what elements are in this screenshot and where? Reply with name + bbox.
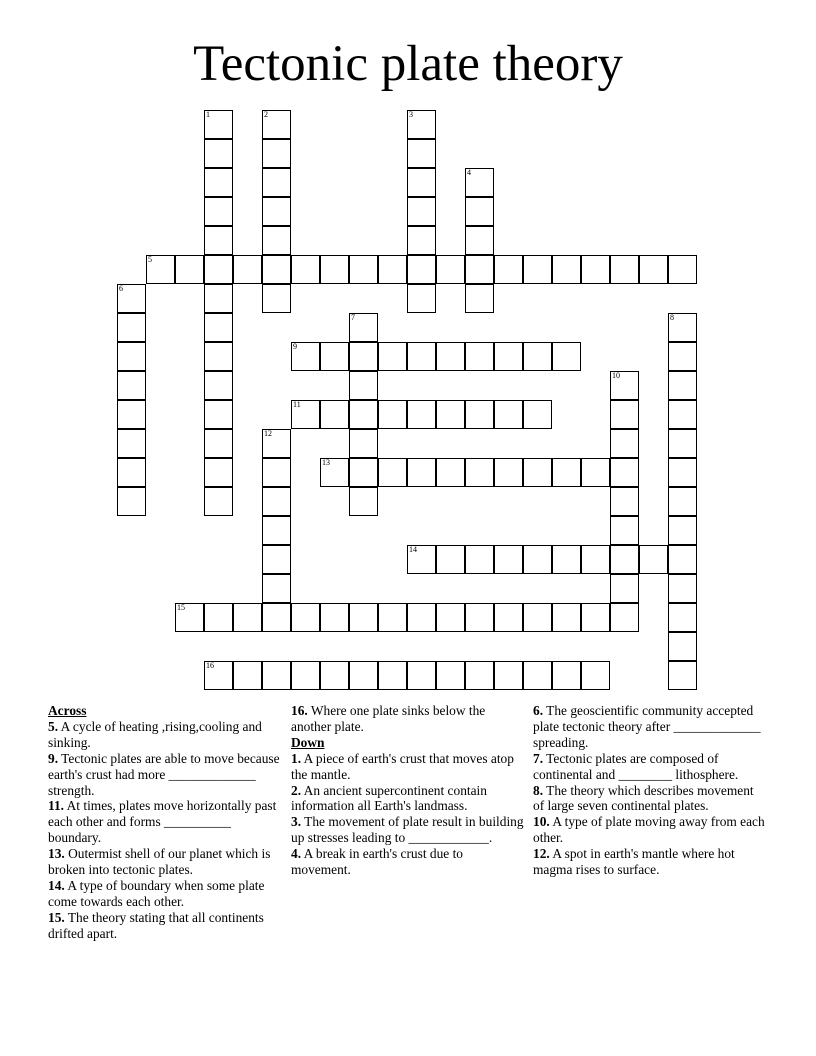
clue-number: 5. [48, 718, 59, 734]
clue-item [533, 846, 768, 878]
grid-cell[interactable] [610, 487, 639, 516]
grid-cell[interactable] [204, 400, 233, 429]
grid-cell[interactable] [262, 284, 291, 313]
grid-cell[interactable] [610, 516, 639, 545]
grid-cell[interactable] [552, 661, 581, 690]
grid-cell[interactable] [436, 400, 465, 429]
clue-text: A type of plate moving away from each other. [533, 814, 765, 846]
grid-cell[interactable] [204, 110, 233, 139]
grid-cell[interactable] [581, 545, 610, 574]
clue-item [48, 910, 283, 942]
grid-cell[interactable] [407, 168, 436, 197]
across-clue-list [48, 719, 283, 942]
grid-cell[interactable] [668, 313, 697, 342]
grid-cell[interactable] [494, 545, 523, 574]
clue-number: 1. [291, 750, 302, 766]
grid-cell[interactable] [262, 661, 291, 690]
grid-cell[interactable] [581, 661, 610, 690]
grid-cell[interactable] [523, 400, 552, 429]
grid-cell[interactable] [349, 342, 378, 371]
clue-text: The geoscientific community accepted plate tectonic theory after _____________ spreading. [533, 703, 761, 750]
grid-cell[interactable] [204, 603, 233, 632]
grid-cell[interactable] [378, 400, 407, 429]
grid-cell[interactable] [349, 487, 378, 516]
grid-cell[interactable] [320, 458, 349, 487]
grid-cell[interactable] [117, 371, 146, 400]
grid-cell[interactable] [146, 255, 175, 284]
grid-cell[interactable] [320, 342, 349, 371]
grid-cell[interactable] [494, 603, 523, 632]
clue-item [48, 878, 283, 910]
clue-item [48, 719, 283, 751]
grid-cell[interactable] [436, 545, 465, 574]
grid-cell[interactable] [233, 255, 262, 284]
grid-cell[interactable] [407, 226, 436, 255]
grid-cell[interactable] [291, 342, 320, 371]
grid-cell[interactable] [349, 661, 378, 690]
grid-cell[interactable] [204, 197, 233, 226]
grid-cell[interactable] [117, 342, 146, 371]
grid-cell[interactable] [407, 139, 436, 168]
clue-text: The movement of plate result in building up stresses leading to ____________. [291, 814, 524, 846]
grid-cell[interactable] [349, 371, 378, 400]
grid-cell[interactable] [233, 661, 262, 690]
grid-cell[interactable] [523, 603, 552, 632]
grid-cell[interactable] [436, 342, 465, 371]
grid-cell[interactable] [668, 458, 697, 487]
clues-column-1 [48, 703, 283, 942]
clue-text: A spot in earth's mantle where hot magma rises to surface. [533, 846, 735, 878]
clue-item [291, 783, 526, 815]
grid-cell[interactable] [523, 255, 552, 284]
grid-cell[interactable] [262, 110, 291, 139]
grid-cell[interactable] [610, 371, 639, 400]
grid-cell[interactable] [494, 400, 523, 429]
grid-cell[interactable] [262, 226, 291, 255]
clue-item [48, 846, 283, 878]
clue-number: 4. [291, 846, 302, 862]
grid-cell[interactable] [465, 168, 494, 197]
grid-cell[interactable] [262, 574, 291, 603]
clue-item [48, 751, 283, 799]
grid-cell[interactable] [465, 284, 494, 313]
grid-cell[interactable] [465, 197, 494, 226]
clue-number: 8 [670, 312, 674, 322]
grid-cell[interactable] [291, 400, 320, 429]
grid-cell[interactable] [436, 603, 465, 632]
clue-number: 9 [293, 341, 297, 351]
grid-cell[interactable] [204, 168, 233, 197]
clue-number: 15. [48, 909, 65, 925]
grid-cell[interactable] [523, 342, 552, 371]
grid-cell[interactable] [581, 603, 610, 632]
grid-cell[interactable] [465, 255, 494, 284]
grid-cell[interactable] [436, 661, 465, 690]
grid-cell[interactable] [320, 255, 349, 284]
grid-cell[interactable] [291, 661, 320, 690]
grid-cell[interactable] [668, 545, 697, 574]
clue-item [533, 751, 768, 783]
grid-cell[interactable] [610, 603, 639, 632]
grid-cell[interactable] [262, 197, 291, 226]
grid-cell[interactable] [436, 255, 465, 284]
grid-cell[interactable] [349, 313, 378, 342]
clue-number: 11. [48, 798, 64, 814]
grid-cell[interactable] [465, 603, 494, 632]
grid-cell[interactable] [465, 342, 494, 371]
grid-cell[interactable] [639, 545, 668, 574]
clue-text: A piece of earth's crust that moves atop the mantle. [291, 750, 514, 782]
grid-cell[interactable] [407, 400, 436, 429]
clue-text: Tectonic plates are composed of continental and ________ lithosphere. [533, 750, 739, 782]
grid-cell[interactable] [233, 603, 262, 632]
grid-cell[interactable] [320, 603, 349, 632]
grid-cell[interactable] [465, 400, 494, 429]
clue-number: 9. [48, 750, 59, 766]
clue-number: 11 [293, 399, 301, 409]
grid-cell[interactable] [668, 371, 697, 400]
grid-cell[interactable] [639, 255, 668, 284]
grid-cell[interactable] [407, 603, 436, 632]
grid-cell[interactable] [349, 458, 378, 487]
grid-cell[interactable] [552, 603, 581, 632]
clue-number: 14 [409, 544, 417, 554]
grid-cell[interactable] [378, 342, 407, 371]
down-clue-list [291, 751, 526, 878]
grid-cell[interactable] [407, 110, 436, 139]
clue-item [533, 814, 768, 846]
grid-cell[interactable] [262, 139, 291, 168]
grid-cell[interactable] [581, 255, 610, 284]
grid-cell[interactable] [262, 255, 291, 284]
clue-number: 2 [264, 109, 268, 119]
grid-cell[interactable] [436, 458, 465, 487]
grid-cell[interactable] [610, 400, 639, 429]
grid-cell[interactable] [668, 516, 697, 545]
grid-cell[interactable] [378, 603, 407, 632]
grid-cell[interactable] [262, 545, 291, 574]
grid-cell[interactable] [407, 342, 436, 371]
grid-cell[interactable] [204, 371, 233, 400]
grid-cell[interactable] [291, 603, 320, 632]
grid-cell[interactable] [204, 458, 233, 487]
grid-cell[interactable] [378, 255, 407, 284]
grid-cell[interactable] [204, 313, 233, 342]
clues-column-2 [291, 703, 526, 878]
grid-cell[interactable] [494, 661, 523, 690]
grid-cell[interactable] [523, 458, 552, 487]
grid-cell[interactable] [117, 400, 146, 429]
grid-cell[interactable] [204, 226, 233, 255]
clue-number: 14. [48, 877, 65, 893]
grid-cell[interactable] [610, 255, 639, 284]
down-clue-list-continued [533, 703, 768, 878]
clue-text: The theory stating that all continents drifted apart. [48, 909, 264, 941]
clue-text: The theory which describes movement of large seven continental plates. [533, 782, 754, 814]
grid-cell[interactable] [668, 487, 697, 516]
grid-cell[interactable] [349, 429, 378, 458]
clue-number: 12. [533, 846, 550, 862]
grid-cell[interactable] [610, 574, 639, 603]
grid-cell[interactable] [552, 545, 581, 574]
grid-cell[interactable] [204, 487, 233, 516]
grid-cell[interactable] [523, 545, 552, 574]
clue-item [291, 814, 526, 846]
clue-number: 2. [291, 782, 302, 798]
clue-item [533, 783, 768, 815]
grid-cell[interactable] [262, 458, 291, 487]
grid-cell[interactable] [378, 458, 407, 487]
grid-cell[interactable] [349, 400, 378, 429]
clue-item [291, 703, 526, 735]
grid-cell[interactable] [668, 429, 697, 458]
grid-cell[interactable] [668, 632, 697, 661]
grid-cell[interactable] [320, 661, 349, 690]
across-heading: Across [48, 703, 87, 718]
clue-number: 12 [264, 428, 272, 438]
grid-cell[interactable] [349, 603, 378, 632]
grid-cell[interactable] [465, 226, 494, 255]
grid-cell[interactable] [668, 400, 697, 429]
grid-cell[interactable] [465, 545, 494, 574]
clue-text: Outermist shell of our planet which is broken into tectonic plates. [48, 846, 271, 878]
clues-column-3 [533, 703, 768, 878]
clue-number: 10 [612, 370, 620, 380]
grid-cell[interactable] [378, 661, 407, 690]
grid-cell[interactable] [407, 255, 436, 284]
grid-cell[interactable] [610, 429, 639, 458]
grid-cell[interactable] [117, 458, 146, 487]
grid-cell[interactable] [668, 574, 697, 603]
grid-cell[interactable] [204, 429, 233, 458]
clue-number: 3 [409, 109, 413, 119]
clue-number: 3. [291, 814, 302, 830]
grid-cell[interactable] [610, 458, 639, 487]
across-clue-list-continued [291, 703, 526, 735]
grid-cell[interactable] [175, 255, 204, 284]
grid-cell[interactable] [407, 197, 436, 226]
grid-cell[interactable] [465, 661, 494, 690]
clue-number: 7. [533, 750, 544, 766]
clue-number: 13 [322, 457, 330, 467]
grid-cell[interactable] [204, 284, 233, 313]
clue-number: 1 [206, 109, 210, 119]
grid-cell[interactable] [204, 139, 233, 168]
clue-item [291, 846, 526, 878]
grid-cell[interactable] [494, 342, 523, 371]
clue-item [291, 751, 526, 783]
page-title: Tectonic plate theory [193, 36, 623, 92]
grid-cell[interactable] [407, 545, 436, 574]
down-heading: Down [291, 734, 325, 750]
clue-text: At times, plates move horizontally past each other and forms __________ boundary. [48, 798, 277, 846]
clue-number: 4 [467, 167, 471, 177]
clue-text: Where one plate sinks below the another plate. [291, 703, 486, 734]
grid-cell[interactable] [262, 516, 291, 545]
grid-cell[interactable] [262, 603, 291, 632]
clue-number: 8. [533, 782, 544, 798]
grid-cell[interactable] [175, 603, 204, 632]
grid-cell[interactable] [668, 342, 697, 371]
grid-cell[interactable] [523, 661, 552, 690]
clue-text: An ancient supercontinent contain information all Earth's landmass. [291, 782, 487, 814]
clue-text: Tectonic plates are able to move because earth's crust had more _____________ strength. [48, 750, 280, 798]
grid-cell[interactable] [552, 458, 581, 487]
clue-number: 6 [119, 283, 123, 293]
clue-text: A break in earth's crust due to movement. [291, 846, 463, 878]
clue-number: 16. [291, 703, 308, 718]
grid-cell[interactable] [668, 255, 697, 284]
grid-cell[interactable] [291, 255, 320, 284]
clue-number: 7 [351, 312, 355, 322]
grid-cell[interactable] [552, 255, 581, 284]
clue-text: A type of boundary when some plate come towards each other. [48, 877, 265, 909]
grid-cell[interactable] [407, 458, 436, 487]
grid-cell[interactable] [494, 255, 523, 284]
grid-cell[interactable] [581, 458, 610, 487]
clue-number: 16 [206, 660, 214, 670]
clue-item [533, 703, 768, 751]
grid-cell[interactable] [610, 545, 639, 574]
grid-cell[interactable] [668, 661, 697, 690]
grid-cell[interactable] [117, 429, 146, 458]
grid-cell[interactable] [117, 487, 146, 516]
grid-cell[interactable] [262, 168, 291, 197]
clue-number: 10. [533, 814, 550, 830]
grid-cell[interactable] [320, 400, 349, 429]
grid-cell[interactable] [407, 284, 436, 313]
clue-number: 5 [148, 254, 152, 264]
grid-cell[interactable] [204, 342, 233, 371]
grid-cell[interactable] [117, 284, 146, 313]
grid-cell[interactable] [117, 313, 146, 342]
grid-cell[interactable] [262, 487, 291, 516]
grid-cell[interactable] [349, 255, 378, 284]
grid-cell[interactable] [204, 661, 233, 690]
clue-number: 6. [533, 703, 544, 718]
grid-cell[interactable] [262, 429, 291, 458]
grid-cell[interactable] [465, 458, 494, 487]
grid-cell[interactable] [204, 255, 233, 284]
grid-cell[interactable] [552, 342, 581, 371]
grid-cell[interactable] [668, 603, 697, 632]
clue-number: 15 [177, 602, 185, 612]
clue-number: 13. [48, 846, 65, 862]
grid-cell[interactable] [494, 458, 523, 487]
grid-cell[interactable] [407, 661, 436, 690]
clue-text: A cycle of heating ,rising,cooling and sinking. [48, 718, 262, 750]
clue-item [48, 798, 283, 846]
